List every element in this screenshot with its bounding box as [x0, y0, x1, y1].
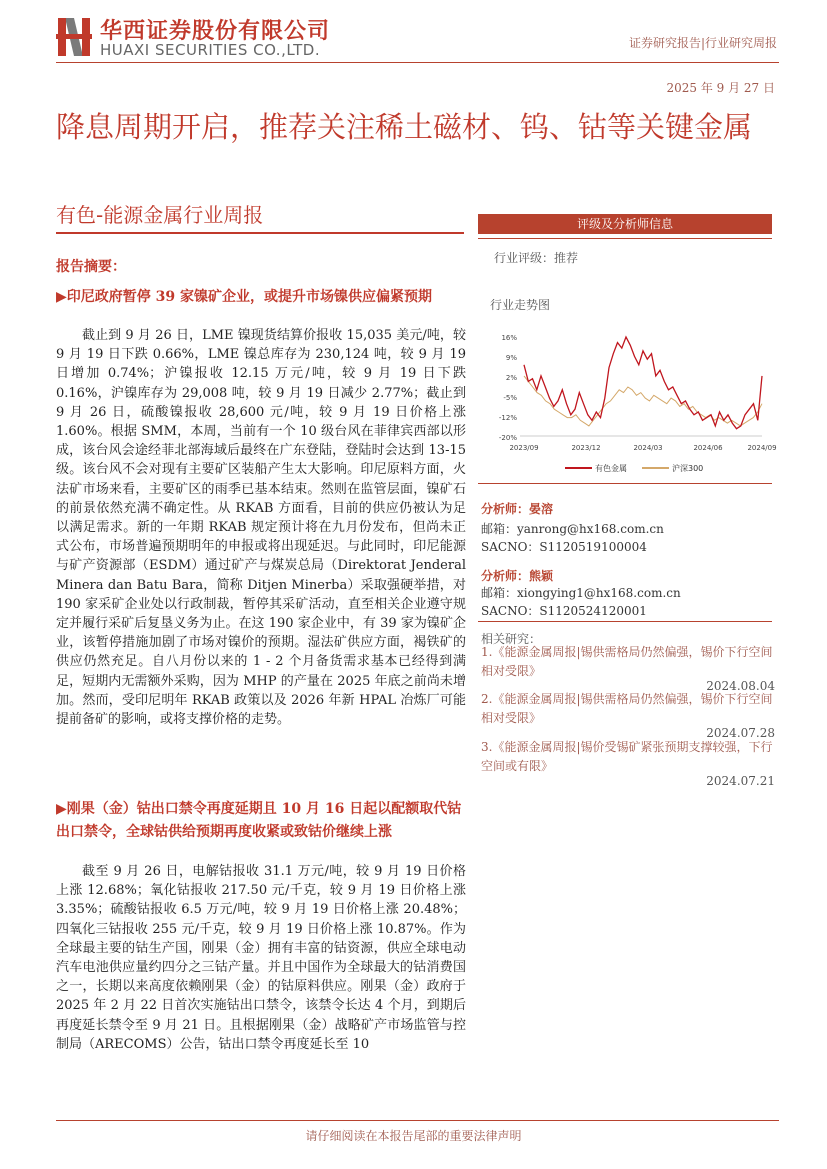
related-research-date: 2024.07.21	[706, 774, 775, 788]
company-logo	[56, 12, 366, 62]
series-nonferrous-line	[524, 337, 762, 429]
related-research-link[interactable]: 3.《能源金属周报|锡价受锡矿紧张预期支撑较强，下行空间或有限》	[481, 740, 773, 773]
x-tick-label: 2024/09	[747, 444, 777, 452]
trend-chart-title: 行业走势图	[490, 298, 551, 312]
section-heading: ▶刚果（金）钴出口禁令再度延期且 10 月 16 日起以配额取代钴出口禁令，全球钴供给预期再度收紧或致钴价继续上涨	[56, 801, 462, 840]
x-tick-label: 2023/12	[571, 444, 601, 452]
analyst-sac: SACNO：S1120519100004	[481, 540, 647, 554]
trend-chart	[490, 325, 777, 480]
sidebar-divider	[478, 238, 772, 239]
company-name-en: HUAXI SECURITIES CO.,LTD.	[100, 41, 321, 59]
analyst-email[interactable]: 邮箱：yanrong@hx168.com.cn	[481, 522, 664, 536]
subtitle-underline	[56, 232, 464, 234]
page-title: 降息周期开启，推荐关注稀土磁材、钨、钴等关键金属	[56, 110, 753, 144]
section-body: 截止到 9 月 26 日，LME 镍现货结算价报收 15,035 美元/吨，较 9 月 19 日下跌 0.66%，LME 镍总库存为 230,124 吨，较 9 月 19 日增加 0.74%；沪镍报收 12.15 万元/吨，较 9 月 19 日下跌 0.16%，沪镍库存为 29,008 吨，较 9 月 19 日减少 2.77%；截止到 9 月 26 日，硫酸镍报收 28,600 元/吨，较 9 月 19 日价格上涨 1.60%。根据 SMM，本周，当前有一个 10 级台风在菲律宾西部以形成，该台风会途经菲北部海域后最终在广东登陆，登陆时会达到 13-15 级。该台风不会对现有主要矿区装船产生太大影响。印尼原料方面，火法矿市场来看，主要矿区的雨季已基本结束。然则在监管层面，镍矿石的前景依然充满不确定性。从 RKAB 方面看，目前的供应仍被认为足以满足需求。新的一年期 RKAB 规定预计将在九月份发布，但尚未正式公布，市场普遍预期明年的申报或将出现延迟。与此同时，印尼能源与矿产资源部（ESDM）通过矿产与煤炭总局（Direktorat Jenderal Minera dan Batu Bara，简称 Ditjen Minerba）采取强硬举措，对 190 家采矿企业处以行政制裁，暂停其采矿活动，直至相关企业遵守规定并履行采矿后复垦义务为止。在这 190 家企业中，有 39 家为镍矿企业，该暂停措施加剧了市场对镍价的预期。湿法矿供应方面，褐铁矿的供应仍然充足。自八月份以来的 1 - 2 个月备货需求基本已经得到满足，短期内无需额外采购，因为 MHP 的产量在 2025 年底之前尚未增加。然而，受印尼明年 RKAB 政策以及 2026 年新 HPAL 冶炼厂可能提前备矿的影响，或将支撑价格的走势。	[56, 328, 466, 728]
sidebar-header: 评级及分析师信息	[478, 214, 772, 234]
report-date: 2025 年 9 月 27 日	[666, 81, 775, 95]
abstract-title: 报告摘要：	[56, 259, 126, 275]
related-research-link[interactable]: 1.《能源金属周报|锡供需格局仍然偏强，锡价下行空间相对受限》	[481, 645, 773, 678]
y-tick-label: 9%	[505, 354, 517, 362]
y-tick-label: -5%	[503, 394, 517, 402]
x-tick-label: 2023/09	[509, 444, 539, 452]
sidebar-divider	[478, 621, 772, 622]
legend-label-nonferrous: 有色金属	[595, 464, 627, 473]
header-divider	[56, 62, 779, 63]
y-tick-label: 16%	[501, 334, 517, 342]
legend-label-hs300: 沪深300	[672, 464, 704, 473]
x-tick-label: 2024/03	[633, 444, 663, 452]
section-heading: ▶印尼政府暂停 39 家镍矿企业，或提升市场镍供应偏紧预期	[56, 289, 432, 305]
company-name-cn: 华西证券股份有限公司	[100, 19, 331, 44]
analyst-name: 分析师：熊颖	[481, 569, 554, 583]
related-research-link[interactable]: 2.《能源金属周报|锡供需格局仍然偏强，锡价下行空间相对受限》	[481, 692, 773, 725]
section-body: 截至 9 月 26 日，电解钴报收 31.1 万元/吨，较 9 月 19 日价格上涨 12.68%；氧化钴报收 217.50 元/千克，较 9 月 19 日价格上涨 3.35%；硫酸钴报收 6.5 万元/吨，较 9 月 19 日价格上涨 20.48%；四氧化三钴报收 255 元/千克，较 9 月 19 日价格上涨 10.87%。作为全球最主要的钴生产国，刚果（金）拥有丰富的钴资源，供应全球电动汽车电池供应量约四分之三钴产量。并且中国作为全球最大的钴消费国之一，长期以来高度依赖刚果（金）的钴原料供应。刚果（金）政府于 2025 年 2 月 22 日首次实施钴出口禁令，该禁令长达 4 个月，到期后再度延长禁令至 9 月 21 日。且根据刚果（金）战略矿产市场监管与控制局（ARECOMS）公告，钴出口禁令再度延长至 10	[56, 864, 466, 1052]
related-research-title: 相关研究：	[481, 632, 542, 646]
related-research-date: 2024.07.28	[706, 726, 775, 740]
page-subtitle: 有色-能源金属行业周报	[56, 203, 264, 227]
report-type: 证券研究报告|行业研究周报	[628, 36, 777, 50]
huaxi-logo-icon	[56, 14, 92, 58]
analyst-sac: SACNO：S1120524120001	[481, 604, 647, 618]
analyst-email[interactable]: 邮箱：xiongying1@hx168.com.cn	[481, 586, 681, 600]
y-tick-label: -20%	[498, 434, 517, 442]
footer-divider	[56, 1120, 779, 1121]
analyst-name: 分析师：晏溶	[481, 502, 554, 516]
sidebar-divider	[478, 483, 772, 484]
series-hs300-line	[524, 376, 762, 426]
y-tick-label: 2%	[505, 374, 517, 382]
trend-chart-svg	[490, 325, 777, 480]
x-tick-label: 2024/06	[693, 444, 723, 452]
legal-notice: 请仔细阅读在本报告尾部的重要法律声明	[305, 1129, 522, 1143]
industry-rating: 行业评级：推荐	[494, 251, 579, 265]
y-tick-label: -12%	[498, 414, 517, 422]
related-research-date: 2024.08.04	[706, 679, 775, 693]
